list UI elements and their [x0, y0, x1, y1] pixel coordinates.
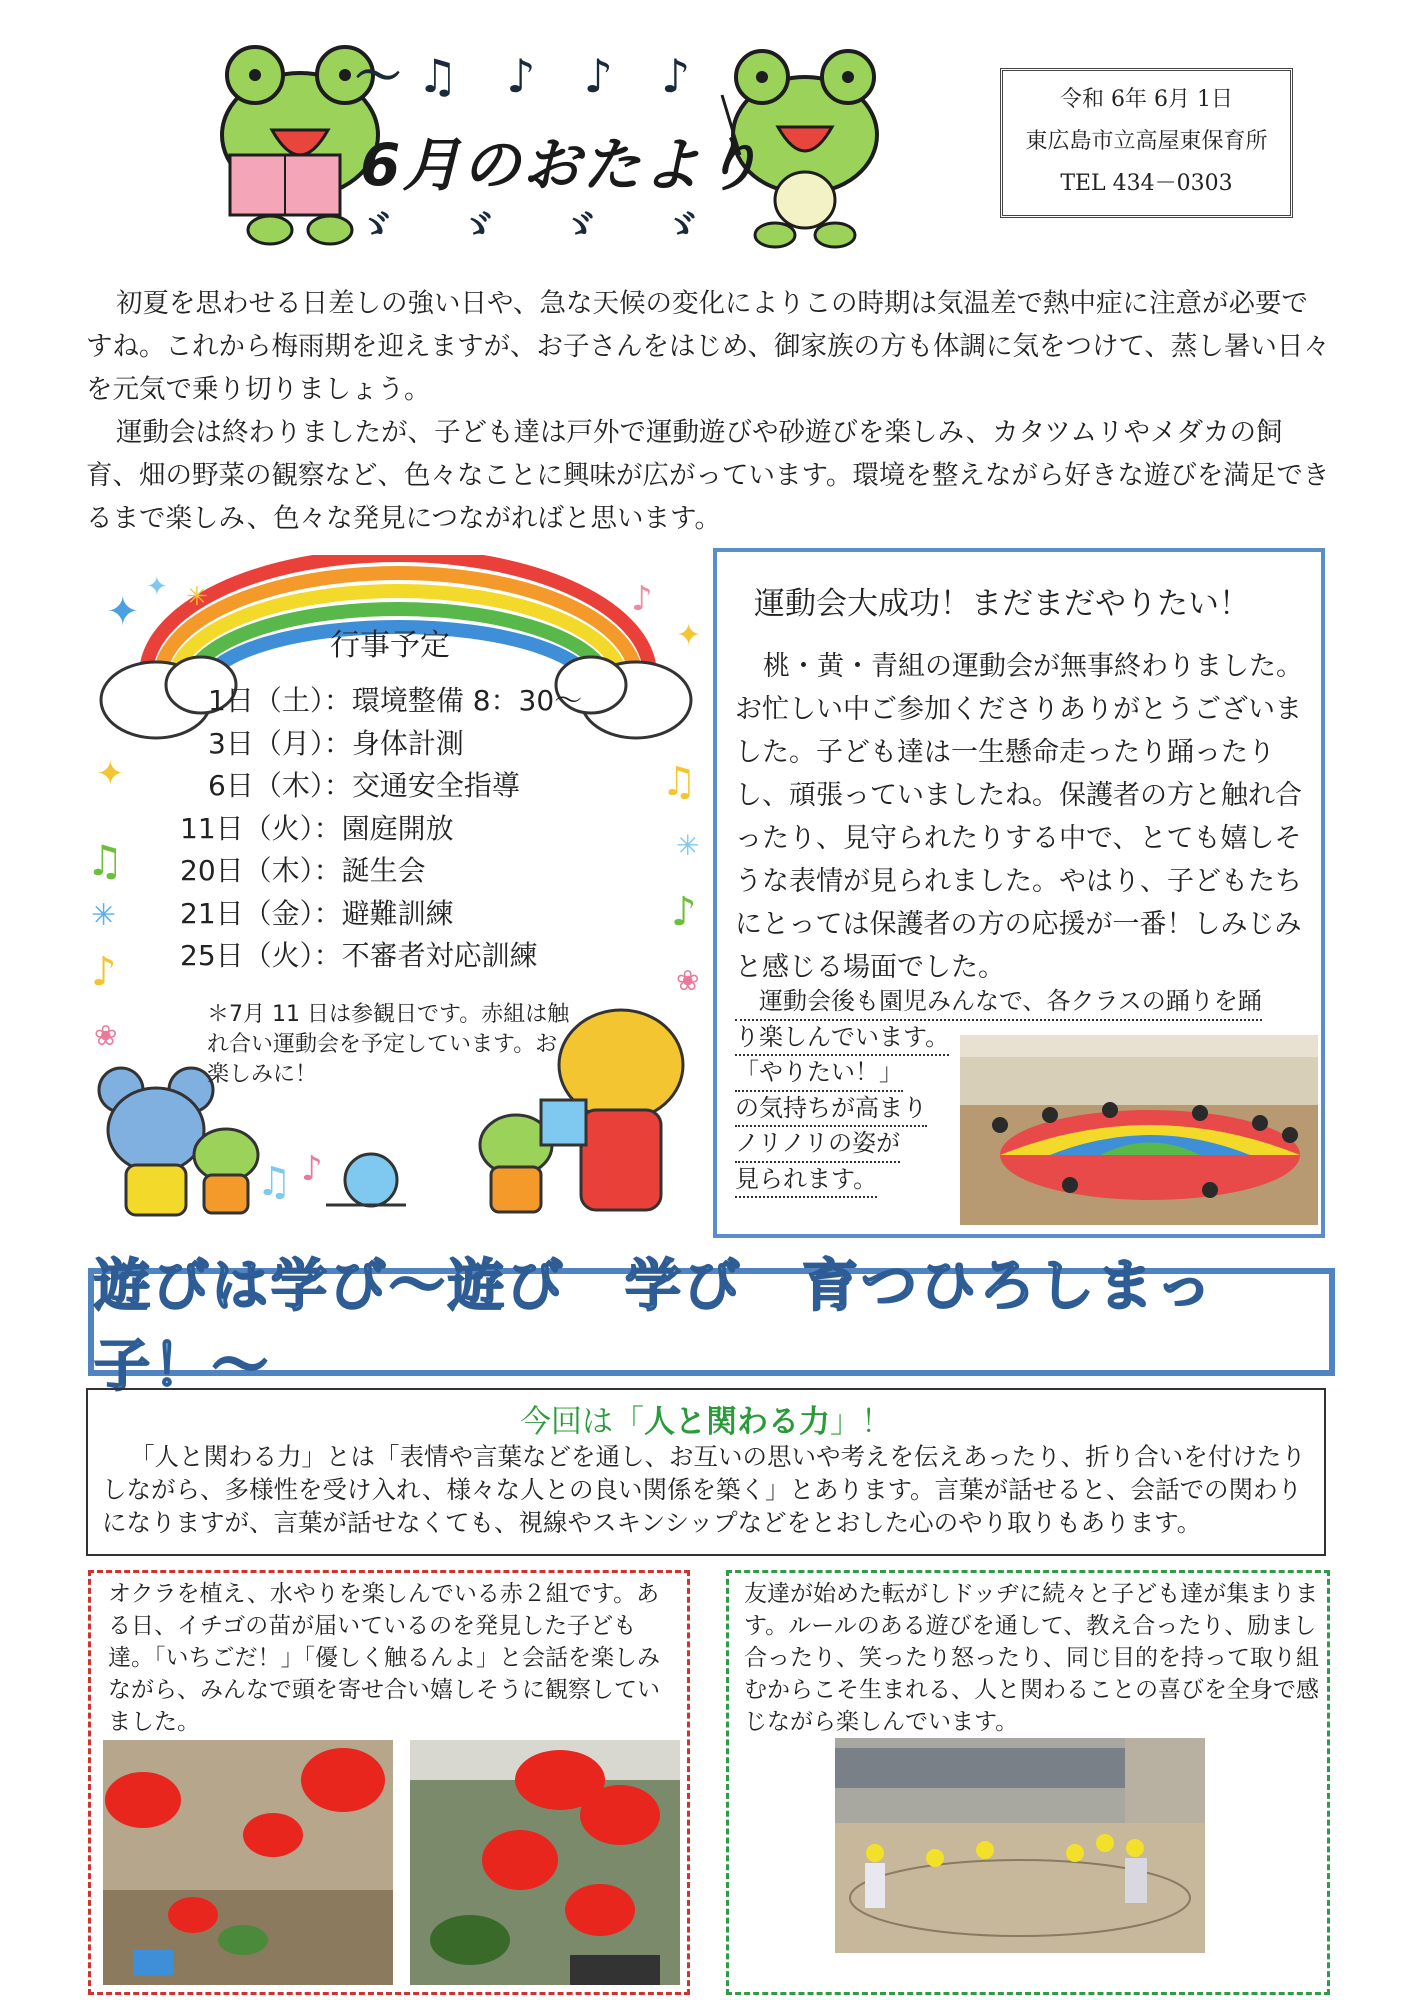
caption-line: 運動会後も園児みんなで、各クラスの踊りを踊: [735, 985, 1262, 1021]
issue-date: 令和 6年 6月 1日: [1060, 87, 1233, 112]
caption-line: り楽しんでいます。: [735, 1021, 949, 1057]
svg-text:♫: ♫: [86, 836, 124, 885]
sports-day-paragraph: 桃・黄・青組の運動会が無事終わりました。お忙しい中ご参加くださりありがとうございました。子ども達は一生懸命走ったり踊ったりし、頑張っていましたね。保護者の方と触れ合ったり、見守られたりする中で、とても嬉しそうな表情が見られました。やはり、子どもたちにとっては保護者の方の応援が一番！しみじみと感じる場面でした。: [735, 651, 1303, 983]
svg-text:❀: ❀: [94, 1019, 118, 1052]
events-title: 行事予定: [330, 628, 450, 663]
rolling-dodgeball-photo: [835, 1738, 1205, 1953]
svg-text:♪: ♪: [91, 949, 117, 995]
list-item: 6日（木）：交通安全指導: [180, 769, 520, 802]
svg-text:✳: ✳: [676, 829, 700, 862]
small-frog-icon: [194, 1129, 258, 1213]
svg-text:✳: ✳: [91, 898, 117, 933]
info-box: [1000, 68, 1293, 218]
svg-text:✳: ✳: [186, 582, 208, 612]
list-item: 11日（火）：園庭開放: [180, 811, 454, 845]
music-notes-decoration: ～♫ ♪ ♪ ♪: [355, 49, 707, 103]
list-item: 21日（金）：避難訓練: [180, 896, 454, 930]
svg-text:✦: ✦: [146, 572, 168, 602]
raindrops-decoration: ゞ ゞ ゞ ゞ: [355, 204, 725, 250]
snail-icon: [326, 1154, 406, 1206]
theme-keyword: 人と関わる力: [644, 1404, 830, 1440]
caption-line: 見られます。: [735, 1163, 877, 1199]
red-group-text: オクラを植え、水やりを楽しんでいる赤２組です。ある日、イチゴの苗が届いているのを発見した子ども達。「いちごだ！」「優しく触るんよ」と会話を楽しみながら、みんなで頭を寄せ合い嬉しそうに観察していました。: [108, 1581, 660, 1735]
list-item: 20日（木）：誕生会: [180, 854, 426, 887]
banner: [88, 1254, 1335, 1399]
list-item: 3日（月）：身体計測: [180, 726, 464, 760]
svg-text:♫: ♫: [256, 1159, 292, 1205]
theme-heading-suffix: 」！: [830, 1404, 892, 1440]
parachute-dance-photo: [960, 1035, 1318, 1225]
banner-text: 遊びは学び～遊び 学び 育つひろしまっ子！～: [94, 1254, 1215, 1399]
svg-text:❀: ❀: [676, 964, 700, 997]
list-item: 1日（土）：環境整備 8：30～: [180, 684, 583, 717]
svg-text:♫: ♫: [661, 759, 697, 805]
theme-heading-prefix: 今回は「: [520, 1404, 644, 1440]
theme-paragraph: 「人と関わる力」とは「表情や言葉などを通し、お互いの思いや考えを伝えあったり、折り合いを付けたりしながら、多様性を受け入れ、様々な人との良い関係を築く」とあります。言葉が話せると、会話での関わりになりますが、言葉が話せなくても、視線やスキンシップなどをとおした心のやり取りもあります。: [102, 1442, 1306, 1537]
theme-body: [102, 1440, 1312, 1539]
list-item: 25日（火）：不審者対応訓練: [180, 939, 538, 972]
svg-text:✦: ✦: [106, 589, 140, 635]
caption-line: ノリノリの姿が: [735, 1127, 900, 1163]
strawberry-observation-photo-2: [410, 1740, 680, 1985]
page-title: 6月のおたより: [360, 131, 763, 199]
telephone: TEL 434－0303: [1060, 171, 1233, 196]
intro-paragraph: 初夏を思わせる日差しの強い日や、急な天候の変化によりこの時期は気温差で熱中症に注意が必要ですね。これから梅雨期を迎えますが、お子さんをはじめ、御家族の方も体調に気をつけて、蒸し暑い日々を元気で乗り切りましょう。: [86, 288, 1330, 405]
dodgeball-text: 友達が始めた転がしドッヂに続々と子ども達が集まります。ルールのある遊びを通して、教え合ったり、励まし合ったり、笑ったり怒ったり、同じ目的を持って取り組むからこそ生まれる、人と関わることの喜びを全身で感じながら楽しんでいます。: [744, 1581, 1319, 1735]
svg-text:♪: ♪: [301, 1149, 323, 1189]
svg-text:✦: ✦: [96, 754, 125, 794]
sports-day-body: [735, 645, 1313, 989]
organization-name: 東広島市立高屋東保育所: [1025, 129, 1268, 154]
theme-heading: [86, 1396, 1326, 1441]
sports-day-title: 運動会大成功！まだまだやりたい！: [754, 586, 1250, 622]
intro-paragraph: 運動会は終わりましたが、子ども達は戸外で運動遊びや砂遊びを楽しみ、カタツムリやメダカの飼育、畑の野菜の観察など、色々なことに興味が広がっています。環境を整えながら好きな遊びを満足できるまで楽しみ、色々な発見につながればと思います。: [86, 417, 1330, 534]
strawberry-observation-photo-1: [103, 1740, 393, 1985]
events-note: ＊7月 11 日は参観日です。赤組は触れ合い運動会を予定しています。お楽しみに！: [207, 1002, 570, 1087]
event-list: [180, 680, 582, 978]
caption-line: 「やりたい！」: [735, 1056, 903, 1092]
intro-text: [86, 282, 1331, 540]
svg-text:♪: ♪: [671, 889, 697, 935]
svg-text:♪: ♪: [631, 579, 653, 619]
caption-line: の気持ちが高まり: [735, 1092, 927, 1128]
svg-text:✦: ✦: [676, 618, 702, 653]
mouse-icon: [99, 1068, 213, 1215]
